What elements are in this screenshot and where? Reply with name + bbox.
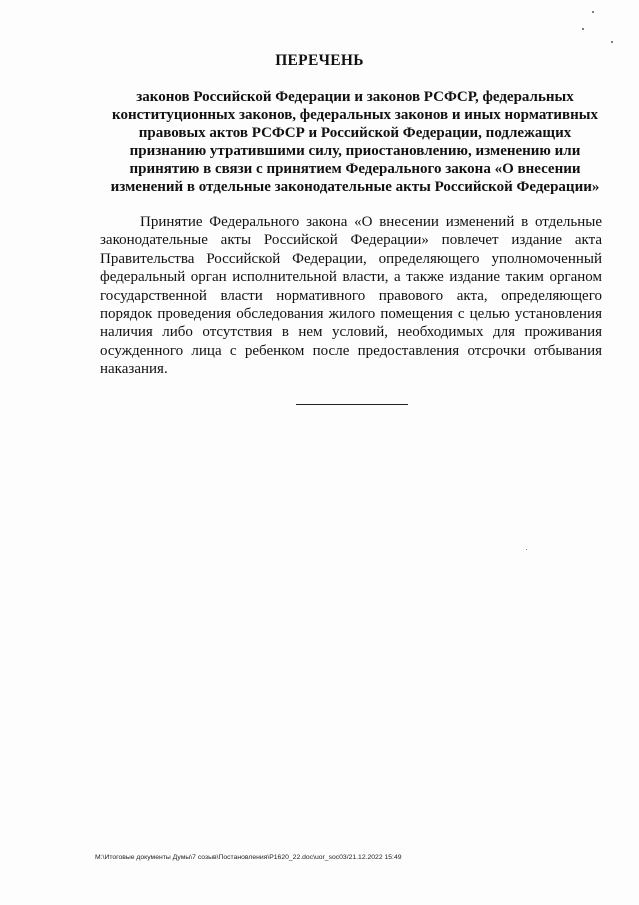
body-line: законодательные акты Российской Федерации» повлечет издание акта (100, 232, 602, 249)
subtitle-line: изменений в отдельные законодательные акты Российской Федерации» (110, 179, 600, 195)
subtitle-line: правовых актов РСФСР и Российской Федерации, подлежащих (138, 125, 572, 141)
body-line: федеральный орган исполнительной власти, а также издание таким органом (100, 269, 602, 286)
document-subtitle (90, 88, 620, 196)
body-line: осужденного лица с ребенком после предоставления отсрочки отбывания (100, 342, 602, 359)
body-line: наличия либо отсутствия в нем условий, необходимых для проживания (100, 324, 602, 341)
closing-rule (296, 404, 408, 405)
body-paragraph (100, 213, 602, 379)
body-line: Правительства Российской Федерации, определяющего уполномоченный (100, 250, 602, 267)
body-line: наказания. (100, 361, 168, 378)
footer-file-path: M:\Итоговые документы Думы\7 созыв\Постановления\P1620_22.doc\uor_soc03/21.12.2022 15:49 (95, 854, 402, 861)
body-line: порядок проведения обследования жилого помещения с целью установления (100, 306, 602, 323)
subtitle-line: конституционных законов, федеральных законов и иных нормативных (112, 107, 598, 123)
scan-speck (582, 28, 584, 30)
subtitle-line: принятию в связи с принятием Федерального закона «О внесении (129, 161, 581, 177)
subtitle-line: признанию утратившими силу, приостановлению, изменению или (129, 143, 581, 159)
subtitle-line: законов Российской Федерации и законов РСФСР, федеральных (136, 89, 574, 105)
body-line: государственной власти нормативного правового акта, определяющего (100, 287, 602, 304)
scan-speck (526, 549, 527, 550)
document-title: ПЕРЕЧЕНЬ (275, 52, 364, 69)
body-line: Принятие Федерального закона «О внесении изменений в отдельные (140, 214, 602, 230)
scan-speck (592, 11, 594, 13)
scan-speck (611, 41, 613, 43)
